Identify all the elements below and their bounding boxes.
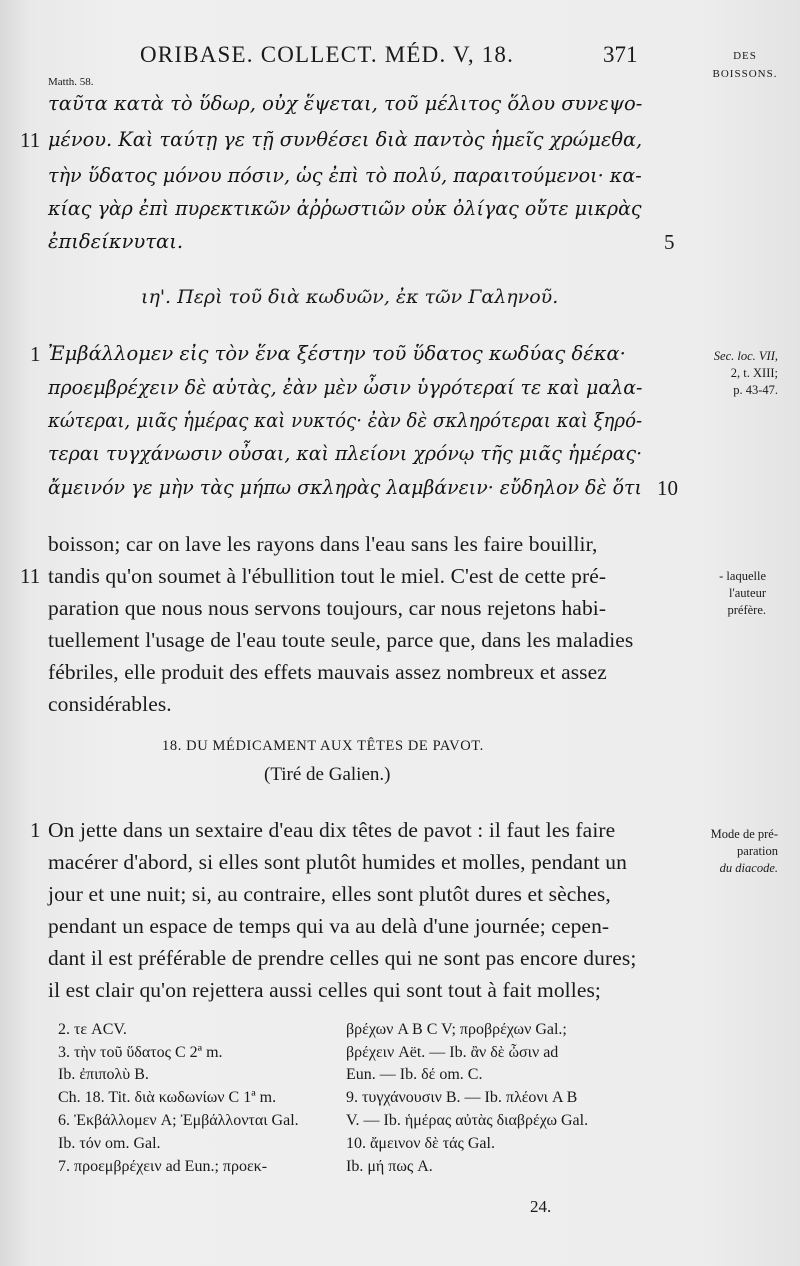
french-section-subtitle: (Tiré de Galien.) <box>264 764 391 785</box>
footnote-right-7: Ib. μή πως A. <box>346 1158 433 1175</box>
matthaei-reference: Matth. 58. <box>48 76 94 88</box>
french-top-line-6: considérables. <box>48 692 172 716</box>
french-section-title: 18. DU MÉDICAMENT AUX TÊTES DE PAVOT. <box>162 738 484 754</box>
side-note-mode: Mode de pré- <box>710 827 778 841</box>
greek-line-5: ἄμεινόν γε μὴν τὰς μήπω σκληρὰς λαμβάνειν· εὔδηλον δὲ ὅτι <box>48 476 642 499</box>
french-line-marker-11: 11 <box>20 564 41 588</box>
french-top-line-5: fébriles, elle produit des effets mauvais assez nombreux et assez <box>48 660 607 684</box>
footnote-right-2: βρέχειν Aët. — Ib. ἂν δὲ ὦσιν ad <box>346 1044 559 1061</box>
running-title: ORIBASE. COLLECT. MÉD. V, 18. <box>140 42 515 67</box>
french-top-line-1: boisson; car on lave les rayons dans l'eau sans les faire bouillir, <box>48 532 598 556</box>
side-heading-des: DES <box>733 50 757 62</box>
side-note-diacode: du diacode. <box>719 861 778 875</box>
french-top-line-2: tandis qu'on soumet à l'ébullition tout le miel. C'est de cette pré- <box>48 564 607 588</box>
french-top-line-3: paration que nous nous servons toujours, car nous rejetons habi- <box>48 596 607 620</box>
source-note-1: Sec. loc. VII, <box>713 349 778 363</box>
line-marker-11: 11 <box>20 128 41 152</box>
footnote-left-1: 2. τε ACV. <box>58 1021 127 1038</box>
french-line-2: macérer d'abord, si elles sont plutôt humides et molles, pendant un <box>48 850 628 874</box>
greek-line-2: προεμβρέχειν δὲ αὐτὰς, ἐὰν μὲν ὦσιν ὑγρότεραί τε καὶ μαλα- <box>48 376 643 399</box>
greek-top-line-3: τὴν ὕδατος μόνου πόσιν, ὡς ἐπὶ τὸ πολύ, παραιτούμενοι· κα- <box>48 164 642 187</box>
greek-top-line-1: ταῦτα κατὰ τὸ ὕδωρ, οὐχ ἕψεται, τοῦ μέλιτος ὅλου συνεψο- <box>48 92 643 115</box>
footnote-right-5: V. — Ib. ἡμέρας αὐτὰς διαβρέχω Gal. <box>346 1112 589 1129</box>
margin-line-10: 10 <box>657 476 678 500</box>
side-note-paration: paration <box>737 844 778 858</box>
french-line-3: jour et une nuit; si, au contraire, elles sont plutôt dures et sèches, <box>48 882 611 906</box>
footnote-right-6: 10. ἄμεινον δὲ τάς Gal. <box>346 1135 495 1152</box>
signature-mark: 24. <box>530 1197 552 1216</box>
french-top-line-4: tuellement l'usage de l'eau toute seule, parce que, dans les maladies <box>48 628 634 652</box>
greek-line-4: τεραι τυγχάνωσιν οὖσαι, καὶ πλείονι χρόνῳ τῆς μιᾶς ἡμέρας· <box>48 442 643 465</box>
source-note-2: 2, t. XIII; <box>730 366 778 380</box>
side-note-prefere: préfère. <box>727 603 766 617</box>
greek-top-line-2: μένου. Καὶ ταύτῃ γε τῇ συνθέσει διὰ παντὸς ἡμεῖς χρώμεθα, <box>48 128 643 151</box>
greek-top-line-5: ἐπιδείκνυται. <box>48 230 184 253</box>
margin-line-5: 5 <box>664 230 675 254</box>
french-line-marker-1: 1 <box>30 818 41 842</box>
footnote-right-4: 9. τυγχάνουσιν B. — Ib. πλέονι A B <box>346 1089 578 1106</box>
line-marker-1: 1 <box>30 342 41 366</box>
footnote-left-2: 3. τὴν τοῦ ὕδατος C 2ª m. <box>58 1044 223 1061</box>
footnote-left-6: Ib. τόν om. Gal. <box>58 1135 161 1152</box>
source-note-3: p. 43-47. <box>733 383 778 397</box>
page-number: 371 <box>603 42 638 67</box>
footnote-left-3: Ib. ἐπιπολὺ B. <box>58 1066 149 1083</box>
footnote-left-5: 6. Ἐκβάλλομεν A; Ἐμβάλλονται Gal. <box>58 1112 299 1129</box>
french-line-4: pendant un espace de temps qui va au delà d'une journée; cepen- <box>48 914 610 938</box>
side-heading-boissons: BOISSONS. <box>712 68 778 80</box>
french-line-6: il est clair qu'on rejettera aussi celles qui sont tout à fait molles; <box>48 978 602 1002</box>
french-line-1: On jette dans un sextaire d'eau dix têtes de pavot : il faut les faire <box>48 818 616 842</box>
greek-line-1: Ἐμβάλλομεν εἰς τὸν ἕνα ξέστην τοῦ ὕδατος κωδύας δέκα· <box>48 342 626 365</box>
side-note-lauteur: l'auteur <box>729 586 766 600</box>
greek-top-line-4: κίας γὰρ ἐπὶ πυρεκτικῶν ἀῤῥωστιῶν οὐκ ὀλίγας οὔτε μικρὰς <box>48 197 642 220</box>
greek-section-title: ιη'. Περὶ τοῦ διὰ κωδυῶν, ἐκ τῶν Γαληνοῦ. <box>141 286 559 308</box>
footnote-right-3: Eun. — Ib. δέ om. C. <box>346 1066 483 1083</box>
greek-line-3: κώτεραι, μιᾶς ἡμέρας καὶ νυκτός· ἐὰν δὲ σκληρότεραι καὶ ξηρό- <box>48 409 643 432</box>
footnote-right-1: βρέχων A B C V; προβρέχων Gal.; <box>346 1021 567 1038</box>
footnote-left-4: Ch. 18. Tit. διὰ κωδωνίων C 1ª m. <box>58 1089 277 1106</box>
french-line-5: dant il est préférable de prendre celles qui ne sont pas encore dures; <box>48 946 637 970</box>
footnote-left-7: 7. προεμβρέχειν ad Eun.; προεκ- <box>58 1158 268 1175</box>
side-note-laquelle: - laquelle <box>719 569 766 583</box>
